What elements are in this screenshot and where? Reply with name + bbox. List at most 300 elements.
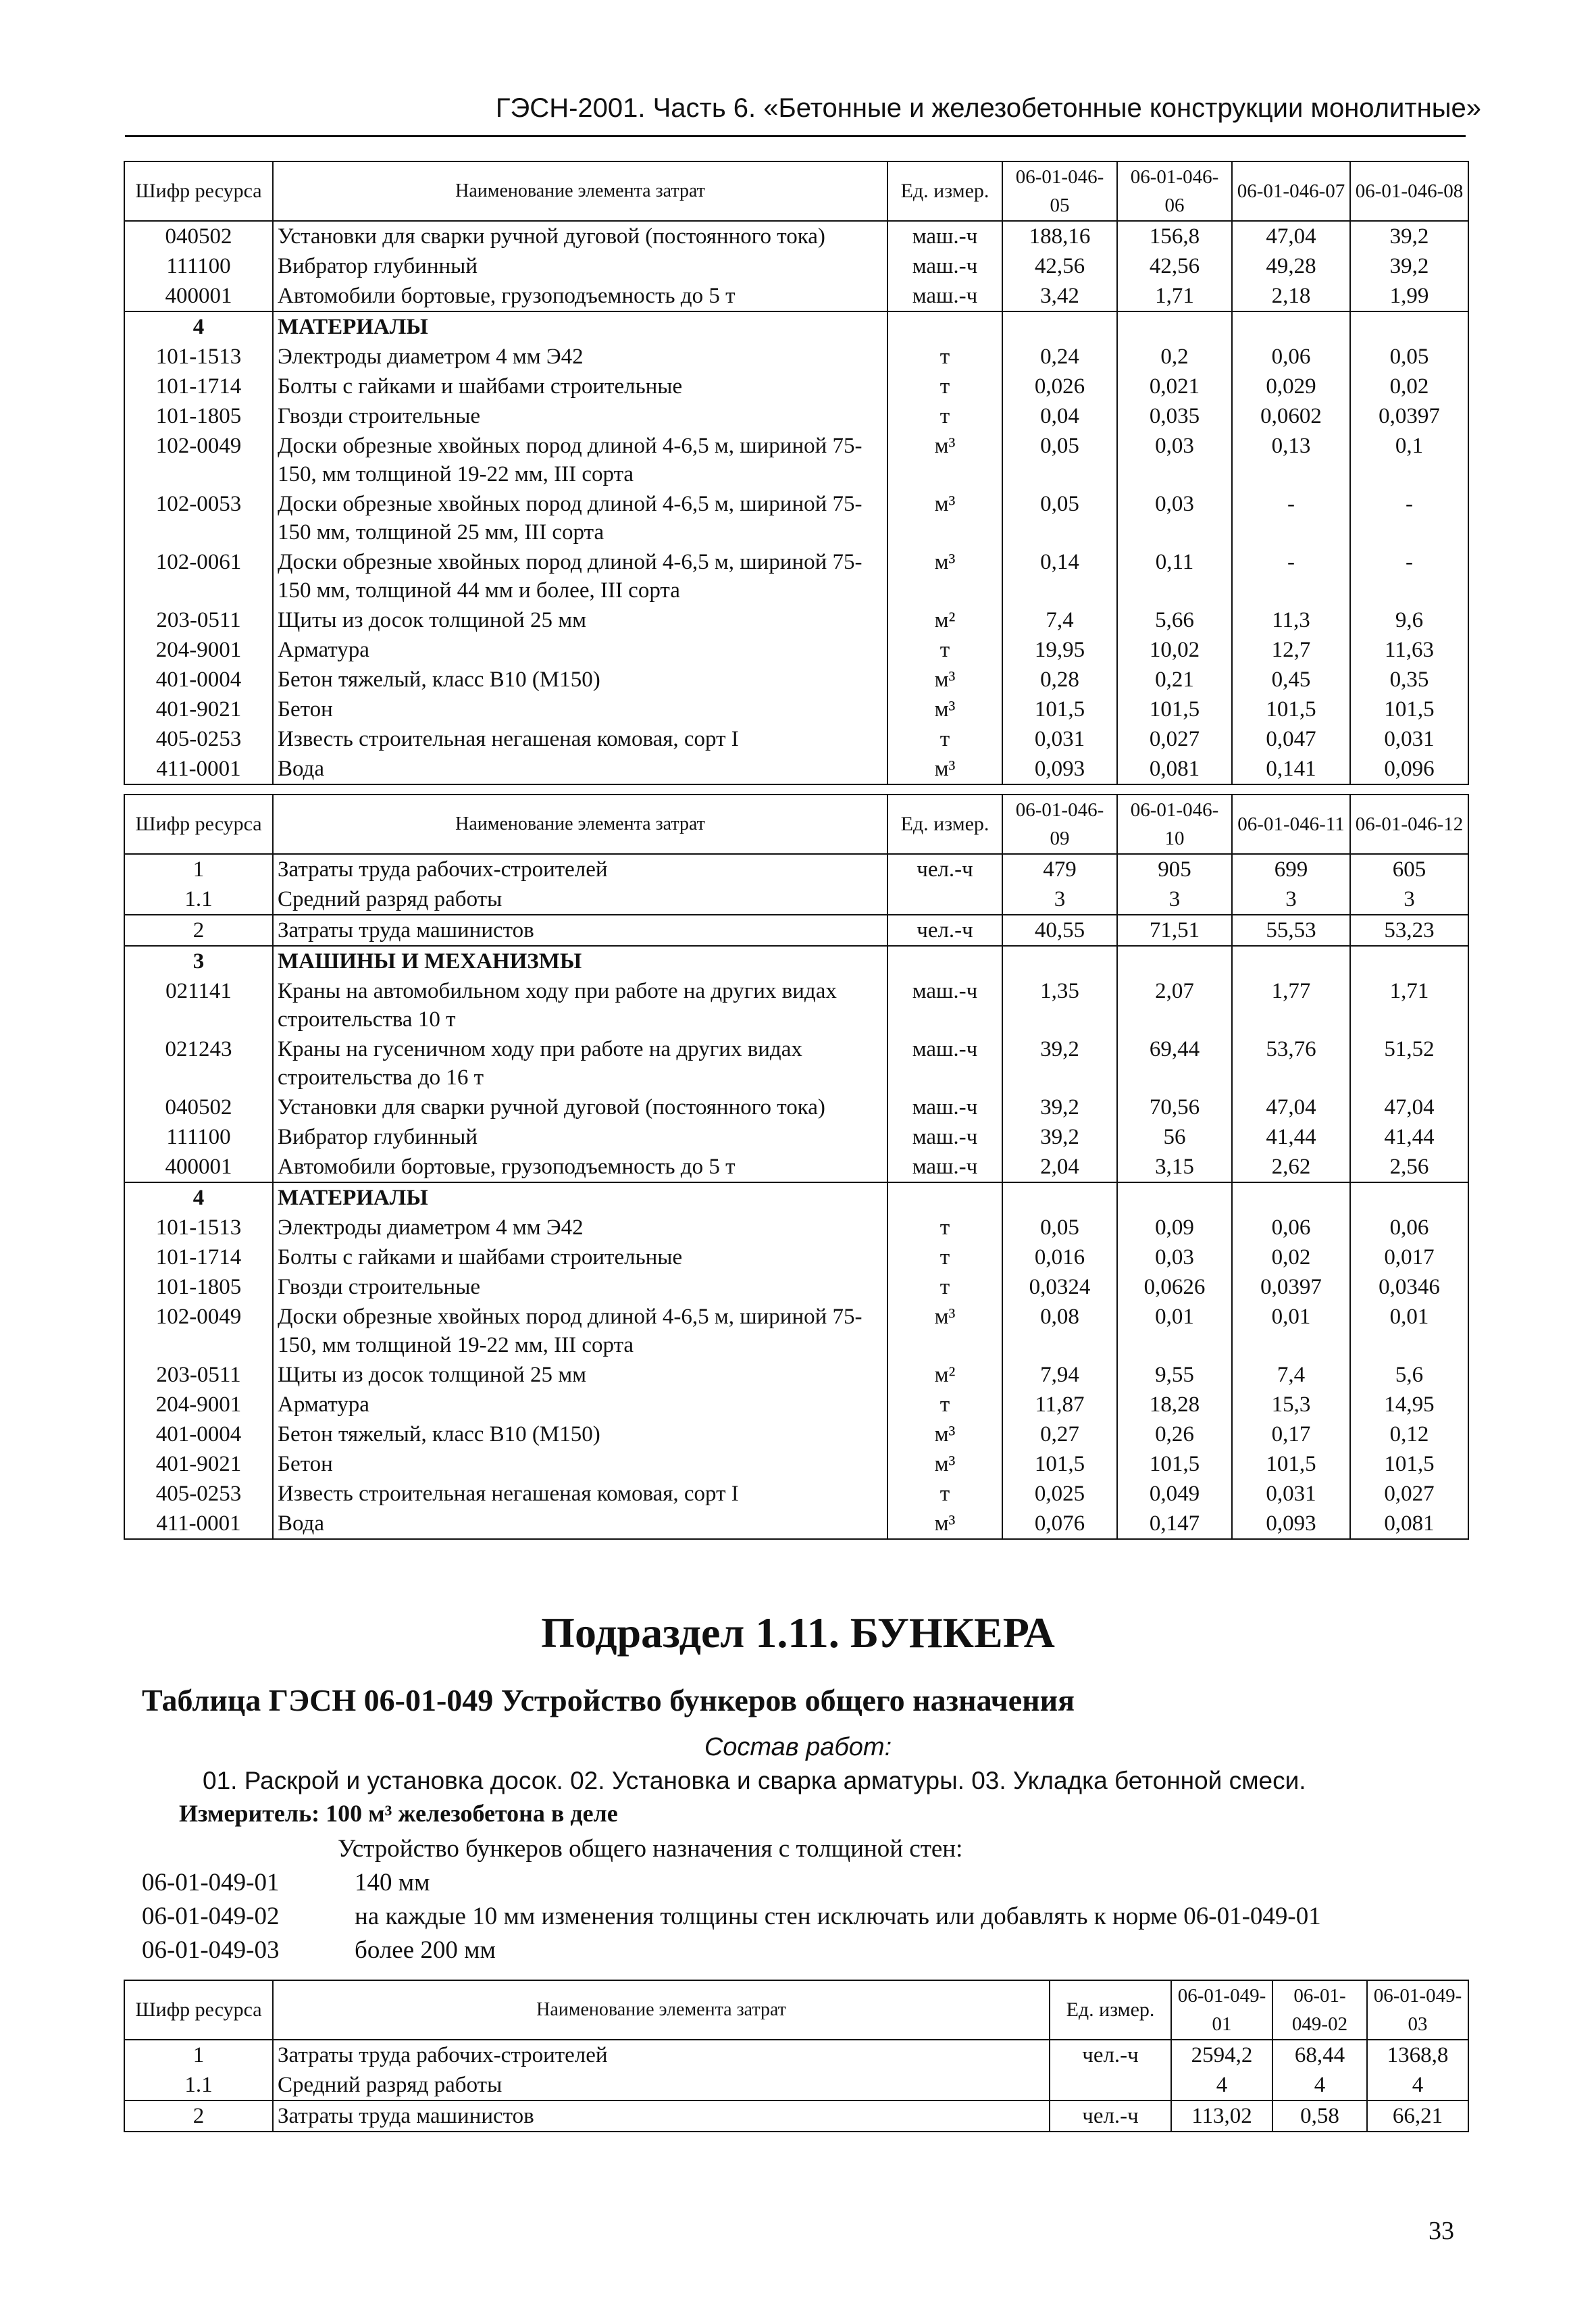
unit-cell: т [887,1390,1002,1419]
unit-cell: т [887,724,1002,754]
norm-value-cell: 699 [1232,854,1350,884]
table-row [124,1182,1468,1213]
norm-value-cell: 49,28 [1232,251,1350,281]
table-row [124,221,1468,251]
resource-code-cell: 102-0053 [124,489,273,547]
norm-value-cell: 101,5 [1002,695,1117,724]
norm-value-cell [1002,946,1117,976]
col-header-norm: 06-01-046-10 [1117,795,1232,854]
resource-code-cell: 101-1714 [124,372,273,401]
norm-value-cell: 0,03 [1117,431,1232,489]
cost-element-name-cell: Установки для сварки ручной дуговой (постоянного тока) [273,1092,887,1122]
norm-value-cell: 0,06 [1232,1213,1350,1242]
norm-value-cell: 42,56 [1002,251,1117,281]
norm-value-cell: 0,09 [1117,1213,1232,1242]
resource-table-046-09-12 [124,794,1469,1540]
norm-value-cell: - [1350,489,1468,547]
norm-value-cell: 0,081 [1350,1509,1468,1539]
cost-element-name-cell: Доски обрезные хвойных пород длиной 4-6,5 м, шириной 75-150, мм толщиной 19-22 мм, III сорта [273,1302,887,1360]
resource-code-cell: 021141 [124,976,273,1034]
subsection-title: Подраздел 1.11. БУНКЕРА [541,1609,1055,1657]
norm-value-cell: 0,58 [1272,2101,1367,2132]
norm-value-cell: 5,6 [1350,1360,1468,1390]
table-row [124,1449,1468,1479]
col-header-code: Шифр ресурса [124,795,273,854]
unit-cell: м³ [887,1302,1002,1360]
cost-element-name-cell: Вода [273,1509,887,1539]
resource-code-cell: 111100 [124,251,273,281]
norm-value-cell: 0,04 [1002,401,1117,431]
table-row [124,1092,1468,1122]
variant-desc: более 200 мм [355,1936,496,1964]
norm-value-cell: 2,07 [1117,976,1232,1034]
norm-value-cell: 7,4 [1232,1360,1350,1390]
cost-element-name-cell: Затраты труда рабочих-строителей [273,854,887,884]
norm-value-cell: 47,04 [1232,1092,1350,1122]
norm-value-cell [1117,1182,1232,1213]
norm-value-cell: 0,12 [1350,1419,1468,1449]
cost-element-name-cell: Гвозди строительные [273,1272,887,1302]
norm-value-cell: 0,025 [1002,1479,1117,1509]
norm-value-cell: 0,01 [1232,1302,1350,1360]
unit-cell: маш.-ч [887,251,1002,281]
table-row [124,1122,1468,1152]
norm-value-cell: 0,45 [1232,665,1350,695]
header-rule [125,135,1466,137]
norm-value-cell: 53,23 [1350,915,1468,946]
unit-cell: м³ [887,665,1002,695]
col-header-norm: 06-01-046-07 [1232,161,1350,221]
table-row [124,1213,1468,1242]
unit-cell: т [887,1479,1002,1509]
resource-table-049 [124,1980,1469,2132]
resource-table-046-05-08 [124,161,1469,785]
norm-value-cell: 4 [1367,2070,1468,2101]
cost-element-name-cell: Установки для сварки ручной дуговой (постоянного тока) [273,221,887,251]
norm-value-cell: 0,05 [1350,342,1468,372]
norm-value-cell: - [1232,547,1350,605]
norm-value-cell: 113,02 [1171,2101,1272,2132]
col-header-norm: 06-01-049-01 [1171,1980,1272,2040]
resource-code-cell: 101-1513 [124,1213,273,1242]
resource-code-cell: 2 [124,915,273,946]
cost-element-name-cell: Автомобили бортовые, грузоподъемность до 5 т [273,281,887,311]
table-row [124,1479,1468,1509]
resource-code-cell: 1 [124,2040,273,2070]
table-row [124,605,1468,635]
norm-value-cell: 0,049 [1117,1479,1232,1509]
variant-code: 06-01-049-03 [142,1936,280,1964]
norm-value-cell: 4 [1171,2070,1272,2101]
resource-code-cell: 401-0004 [124,1419,273,1449]
table-row [124,311,1468,342]
resource-code-cell: 040502 [124,1092,273,1122]
cost-element-name-cell: Бетон тяжелый, класс В10 (М150) [273,665,887,695]
variant-code: 06-01-049-01 [142,1869,280,1896]
cost-element-name-cell: Электроды диаметром 4 мм Э42 [273,342,887,372]
norm-value-cell: 0,02 [1350,372,1468,401]
unit-cell [887,884,1002,915]
cost-element-name-cell: Краны на гусеничном ходу при работе на других видах строительства до 16 т [273,1034,887,1092]
cost-element-name-cell: Щиты из досок толщиной 25 мм [273,605,887,635]
resource-code-cell: 401-9021 [124,1449,273,1479]
resource-code-cell: 400001 [124,281,273,311]
norm-value-cell: 1,35 [1002,976,1117,1034]
norm-value-cell: 4 [1272,2070,1367,2101]
table-row [124,489,1468,547]
norm-value-cell [1232,311,1350,342]
norm-value-cell: 0,13 [1232,431,1350,489]
variant-desc: на каждые 10 мм изменения толщины стен исключать или добавлять к норме 06-01-049-01 [355,1903,1321,1930]
norm-value-cell: 0,047 [1232,724,1350,754]
col-header-name: Наименование элемента затрат [273,795,887,854]
table-row [124,915,1468,946]
table-row [124,884,1468,915]
norm-value-cell: 0,0602 [1232,401,1350,431]
unit-cell: маш.-ч [887,281,1002,311]
norm-value-cell: 42,56 [1117,251,1232,281]
norm-value-cell: 101,5 [1117,695,1232,724]
resource-code-cell: 101-1805 [124,401,273,431]
cost-element-name-cell: Доски обрезные хвойных пород длиной 4-6,5 м, шириной 75-150 мм, толщиной 25 мм, III сорта [273,489,887,547]
norm-value-cell: 101,5 [1350,1449,1468,1479]
resource-code-cell: 111100 [124,1122,273,1152]
norm-value-cell: 0,14 [1002,547,1117,605]
norm-value-cell: 101,5 [1350,695,1468,724]
norm-value-cell: 5,66 [1117,605,1232,635]
norm-value-cell: 3 [1232,884,1350,915]
norm-value-cell: 0,35 [1350,665,1468,695]
norm-value-cell: 0,031 [1002,724,1117,754]
col-header-norm: 06-01-046-11 [1232,795,1350,854]
norm-value-cell: 0,21 [1117,665,1232,695]
table-row [124,2101,1468,2132]
norm-value-cell: 3 [1350,884,1468,915]
norm-value-cell: 0,016 [1002,1242,1117,1272]
resource-code-cell: 102-0049 [124,1302,273,1360]
norm-value-cell: 41,44 [1350,1122,1468,1152]
table-row [124,372,1468,401]
table-row [124,754,1468,784]
norm-value-cell: 188,16 [1002,221,1117,251]
norm-value-cell: 0,096 [1350,754,1468,784]
norm-value-cell: 0,06 [1232,342,1350,372]
unit-cell: т [887,372,1002,401]
resource-code-cell: 101-1513 [124,342,273,372]
norm-value-cell: 0,027 [1117,724,1232,754]
col-header-name: Наименование элемента затрат [273,1980,1050,2040]
norm-value-cell: 7,4 [1002,605,1117,635]
cost-element-name-cell: Электроды диаметром 4 мм Э42 [273,1213,887,1242]
unit-cell: т [887,401,1002,431]
unit-cell: м² [887,605,1002,635]
norm-value-cell: 66,21 [1367,2101,1468,2132]
resource-code-cell: 411-0001 [124,754,273,784]
norm-value-cell: 0,28 [1002,665,1117,695]
resource-code-cell: 4 [124,311,273,342]
norm-value-cell: 0,081 [1117,754,1232,784]
norm-value-cell: 905 [1117,854,1232,884]
norm-value-cell: 39,2 [1002,1092,1117,1122]
norm-value-cell: 41,44 [1232,1122,1350,1152]
unit-cell: м³ [887,1419,1002,1449]
col-header-name: Наименование элемента затрат [273,161,887,221]
table-row [124,1272,1468,1302]
norm-value-cell: 40,55 [1002,915,1117,946]
table-row [124,1419,1468,1449]
norm-value-cell: 0,11 [1117,547,1232,605]
norm-value-cell: 9,6 [1350,605,1468,635]
resource-code-cell: 101-1805 [124,1272,273,1302]
norm-value-cell: 156,8 [1117,221,1232,251]
table-row [124,635,1468,665]
norm-value-cell [1350,1182,1468,1213]
norm-value-cell: 69,44 [1117,1034,1232,1092]
resource-code-cell: 021243 [124,1034,273,1092]
norm-value-cell: 0,1 [1350,431,1468,489]
unit-cell [1050,2070,1171,2101]
norm-value-cell: 7,94 [1002,1360,1117,1390]
table-row [124,1360,1468,1390]
unit-cell [887,946,1002,976]
cost-element-name-cell: Известь строительная негашеная комовая, сорт I [273,724,887,754]
norm-value-cell: 0,08 [1002,1302,1117,1360]
norm-value-cell: 0,03 [1117,1242,1232,1272]
cost-element-name-cell: Арматура [273,635,887,665]
norm-value-cell: 0,076 [1002,1509,1117,1539]
norm-value-cell: 39,2 [1002,1034,1117,1092]
resource-code-cell: 1.1 [124,884,273,915]
cost-element-name-cell: Бетон тяжелый, класс В10 (М150) [273,1419,887,1449]
norm-value-cell: 11,87 [1002,1390,1117,1419]
resource-code-cell: 405-0253 [124,1479,273,1509]
norm-value-cell: 14,95 [1350,1390,1468,1419]
norm-value-cell: 0,05 [1002,1213,1117,1242]
norm-value-cell: 39,2 [1350,251,1468,281]
resource-code-cell: 102-0049 [124,431,273,489]
norm-value-cell: 1,71 [1350,976,1468,1034]
unit-cell [887,311,1002,342]
resource-code-cell: 203-0511 [124,1360,273,1390]
unit-cell: м³ [887,1509,1002,1539]
table-row [124,976,1468,1034]
unit-cell: м³ [887,695,1002,724]
cost-element-name-cell: Бетон [273,695,887,724]
table-row [124,2040,1468,2070]
cost-element-name-cell: Средний разряд работы [273,884,887,915]
norm-value-cell [1350,311,1468,342]
norm-value-cell: 0,05 [1002,431,1117,489]
resource-code-cell: 411-0001 [124,1509,273,1539]
col-header-norm: 06-01-046-05 [1002,161,1117,221]
resource-code-cell: 405-0253 [124,724,273,754]
table-row [124,1034,1468,1092]
col-header-norm: 06-01-046-08 [1350,161,1468,221]
norm-value-cell: 3,42 [1002,281,1117,311]
cost-element-name-cell: Щиты из досок толщиной 25 мм [273,1360,887,1390]
unit-cell: т [887,1242,1002,1272]
col-header-norm: 06-01-046-06 [1117,161,1232,221]
table-row [124,1509,1468,1539]
norm-value-cell: 3,15 [1117,1152,1232,1182]
norm-value-cell: 2,56 [1350,1152,1468,1182]
norm-value-cell: 0,021 [1117,372,1232,401]
table-row [124,1302,1468,1360]
unit-cell: маш.-ч [887,1122,1002,1152]
col-header-norm: 06-01-049-03 [1367,1980,1468,2040]
unit-cell: т [887,635,1002,665]
cost-element-name-cell: МАТЕРИАЛЫ [273,1182,887,1213]
unit-cell: маш.-ч [887,1034,1002,1092]
norm-value-cell: 0,27 [1002,1419,1117,1449]
unit-cell: чел.-ч [887,854,1002,884]
table-row [124,1152,1468,1182]
norm-value-cell: 11,63 [1350,635,1468,665]
unit-cell: чел.-ч [1050,2040,1171,2070]
table-row [124,665,1468,695]
col-header-norm: 06-01-049-02 [1272,1980,1367,2040]
unit-cell: т [887,342,1002,372]
table-row [124,946,1468,976]
table-row [124,854,1468,884]
resource-code-cell: 3 [124,946,273,976]
resource-code-cell: 4 [124,1182,273,1213]
norm-value-cell: 0,02 [1232,1242,1350,1272]
norm-value-cell: 1,77 [1232,976,1350,1034]
norm-value-cell: 47,04 [1350,1092,1468,1122]
table-row [124,1390,1468,1419]
norm-value-cell: 0,027 [1350,1479,1468,1509]
cost-element-name-cell: Вода [273,754,887,784]
norm-value-cell: 0,093 [1232,1509,1350,1539]
unit-cell: м³ [887,754,1002,784]
norm-value-cell: 39,2 [1350,221,1468,251]
norm-value-cell [1117,311,1232,342]
norm-value-cell: 47,04 [1232,221,1350,251]
unit-cell: м³ [887,1449,1002,1479]
cost-element-name-cell: Доски обрезные хвойных пород длиной 4-6,5 м, шириной 75-150, мм толщиной 19-22 мм, III сорта [273,431,887,489]
resource-code-cell: 101-1714 [124,1242,273,1272]
unit-cell: маш.-ч [887,1092,1002,1122]
cost-element-name-cell: Болты с гайками и шайбами строительные [273,1242,887,1272]
norm-value-cell: 11,3 [1232,605,1350,635]
resource-code-cell: 040502 [124,221,273,251]
table-row [124,2070,1468,2101]
unit-cell: т [887,1213,1002,1242]
table-row [124,281,1468,311]
cost-element-name-cell: Бетон [273,1449,887,1479]
norm-value-cell: 0,029 [1232,372,1350,401]
resource-code-cell: 400001 [124,1152,273,1182]
resource-code-cell: 401-0004 [124,665,273,695]
col-header-norm: 06-01-046-12 [1350,795,1468,854]
norm-value-cell: 68,44 [1272,2040,1367,2070]
norm-value-cell: 101,5 [1002,1449,1117,1479]
resource-code-cell: 1.1 [124,2070,273,2101]
norm-value-cell: 39,2 [1002,1122,1117,1152]
norm-value-cell: 2,18 [1232,281,1350,311]
norm-value-cell: 1368,8 [1367,2040,1468,2070]
norm-value-cell: 3 [1002,884,1117,915]
norm-value-cell: 18,28 [1117,1390,1232,1419]
cost-element-name-cell: Автомобили бортовые, грузоподъемность до 5 т [273,1152,887,1182]
norm-value-cell: 3 [1117,884,1232,915]
table-row [124,342,1468,372]
cost-element-name-cell: Известь строительная негашеная комовая, сорт I [273,1479,887,1509]
norm-value-cell: - [1232,489,1350,547]
norm-value-cell: 101,5 [1232,695,1350,724]
unit-cell: м³ [887,431,1002,489]
unit-cell: маш.-ч [887,221,1002,251]
variant-desc: 140 мм [355,1869,430,1896]
norm-value-cell: 0,24 [1002,342,1117,372]
norm-value-cell: 0,05 [1002,489,1117,547]
table-row [124,401,1468,431]
cost-element-name-cell: Болты с гайками и шайбами строительные [273,372,887,401]
norm-value-cell: 53,76 [1232,1034,1350,1092]
col-header-norm: 06-01-046-09 [1002,795,1117,854]
table-row [124,251,1468,281]
col-header-unit: Ед. измер. [887,795,1002,854]
col-header-code: Шифр ресурса [124,1980,273,2040]
table-title: Таблица ГЭСН 06-01-049 Устройство бункеров общего назначения [142,1683,1075,1717]
norm-value-cell: 0,031 [1350,724,1468,754]
cost-element-name-cell: Затраты труда машинистов [273,915,887,946]
norm-value-cell [1232,946,1350,976]
norm-value-cell: 0,01 [1350,1302,1468,1360]
norm-value-cell: 70,56 [1117,1092,1232,1122]
cost-element-name-cell: Вибратор глубинный [273,1122,887,1152]
norm-value-cell: 2594,2 [1171,2040,1272,2070]
table-row [124,431,1468,489]
norm-value-cell: 9,55 [1117,1360,1232,1390]
norm-value-cell: 0,2 [1117,342,1232,372]
resource-code-cell: 1 [124,854,273,884]
norm-value-cell: 0,141 [1232,754,1350,784]
norm-value-cell: 2,04 [1002,1152,1117,1182]
norm-value-cell: 12,7 [1232,635,1350,665]
norm-value-cell: 0,0397 [1232,1272,1350,1302]
unit-cell: маш.-ч [887,1152,1002,1182]
norm-value-cell: 0,01 [1117,1302,1232,1360]
norm-value-cell: 101,5 [1117,1449,1232,1479]
norm-value-cell: 19,95 [1002,635,1117,665]
norm-value-cell [1117,946,1232,976]
col-header-unit: Ед. измер. [887,161,1002,221]
cost-element-name-cell: Арматура [273,1390,887,1419]
norm-value-cell: 0,0397 [1350,401,1468,431]
page-header-title: ГЭСН-2001. Часть 6. «Бетонные и железобетонные конструкции монолитные» [495,93,1481,123]
norm-value-cell: 0,0324 [1002,1272,1117,1302]
norm-value-cell [1350,946,1468,976]
cost-element-name-cell: МАШИНЫ И МЕХАНИЗМЫ [273,946,887,976]
norm-value-cell: - [1350,547,1468,605]
unit-cell: м³ [887,547,1002,605]
variant-intro: Устройство бункеров общего назначения с толщиной стен: [338,1835,963,1863]
unit-cell: м³ [887,489,1002,547]
norm-value-cell: 0,0626 [1117,1272,1232,1302]
norm-value-cell: 71,51 [1117,915,1232,946]
norm-value-cell: 1,99 [1350,281,1468,311]
resource-code-cell: 204-9001 [124,1390,273,1419]
norm-value-cell: 0,093 [1002,754,1117,784]
cost-element-name-cell: Гвозди строительные [273,401,887,431]
work-composition-text: 01. Раскрой и установка досок. 02. Установка и сварка арматуры. 03. Укладка бетонной смеси. [203,1767,1306,1794]
norm-value-cell: 56 [1117,1122,1232,1152]
cost-element-name-cell: Средний разряд работы [273,2070,1050,2101]
measure-unit: Измеритель: 100 м³ железобетона в деле [179,1800,618,1827]
norm-value-cell: 2,62 [1232,1152,1350,1182]
